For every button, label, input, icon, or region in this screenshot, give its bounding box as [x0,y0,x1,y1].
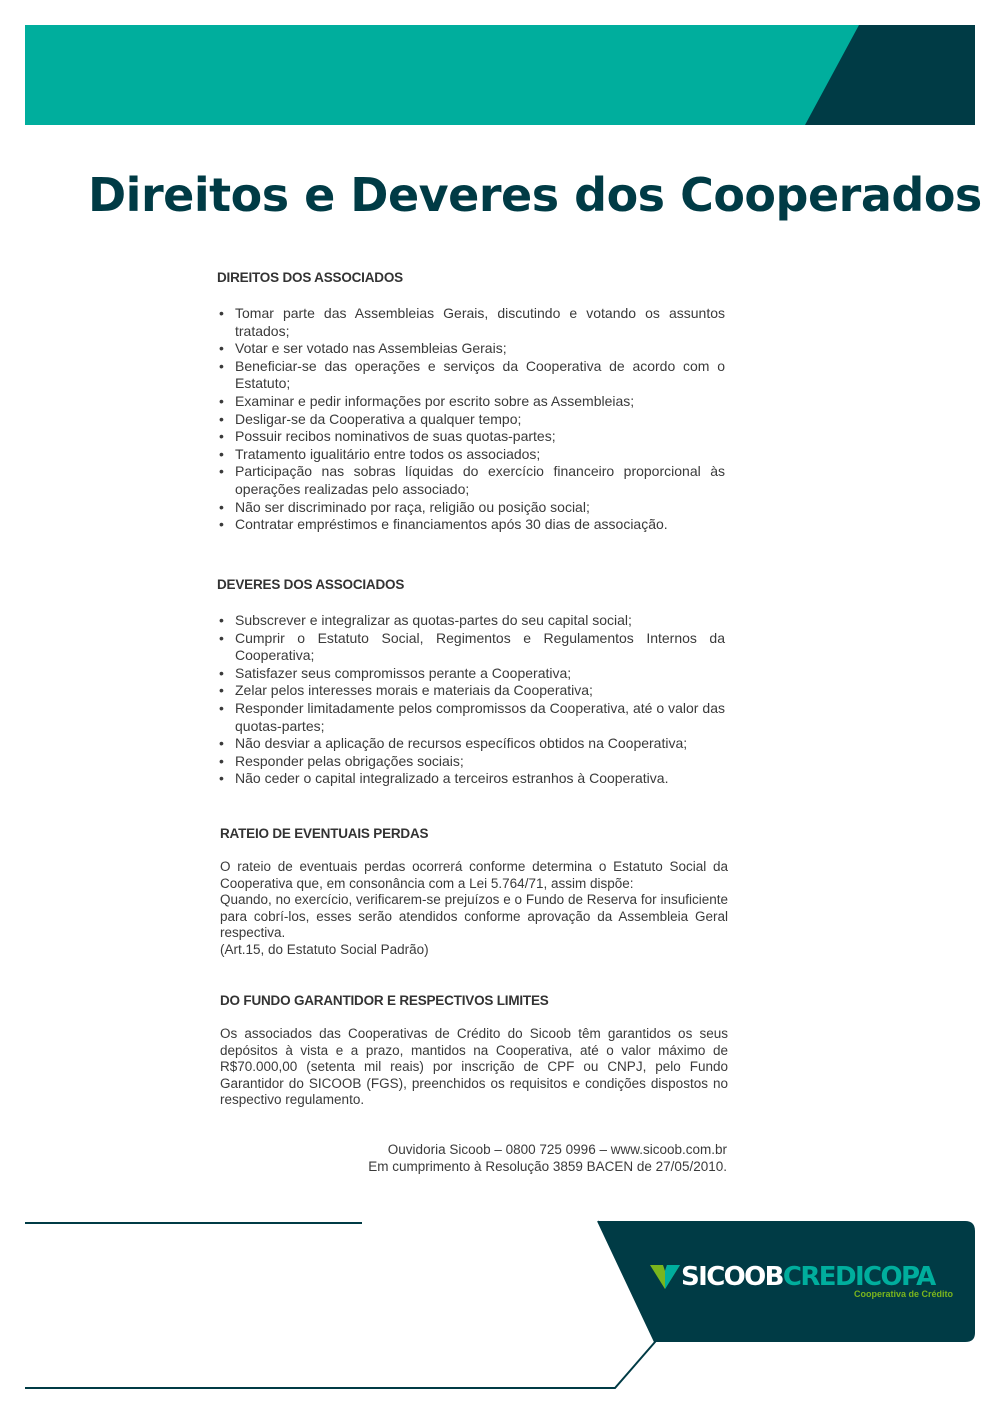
list-item: • Subscrever e integralizar as quotas-partes do seu capital social; [217,612,725,630]
fundo-section [220,993,728,1109]
rateio-reference: (Art.15, do Estatuto Social Padrão) [220,941,429,957]
list-item: • Contratar empréstimos e financiamentos após 30 dias de associação. [217,516,725,534]
rateio-heading: RATEIO DE EVENTUAIS PERDAS [220,826,429,841]
footer-note [300,1141,727,1175]
list-item: • Desligar-se da Cooperativa a qualquer tempo; [217,411,725,429]
deveres-list [217,612,725,788]
list-item: • Participação nas sobras líquidas do exercício financeiro proporcional às operações realizadas pelo associado; [217,463,725,498]
rateio-section [220,826,728,959]
resolucao-line: Em cumprimento à Resolução 3859 BACEN de 27/05/2010. [368,1159,727,1174]
list-item: • Tomar parte das Assembleias Gerais, discutindo e votando os assuntos tratados; [217,305,725,340]
list-item: • Responder limitadamente pelos compromissos da Cooperativa, até o valor das quotas-partes; [217,700,725,735]
fundo-paragraph: Os associados das Cooperativas de Crédito do Sicoob têm garantidos os seus depósitos à vista e a prazo, mantidos na Cooperativa, até o valor máximo de R$70.000,00 (setenta mil reais) por inscrição de CPF ou CNPJ, pelo Fundo Garantidor do SICOOB (FGS), preenchidos os requisitos e condições dispostos no respectivo regulamento. [220,1026,728,1108]
list-item: • Satisfazer seus compromissos perante a Cooperativa; [217,665,725,683]
sicoob-credicopa-logo [650,1262,960,1302]
list-item: • Beneficiar-se das operações e serviços da Cooperativa de acordo com o Estatuto; [217,358,725,393]
logo-word-credicopa: CREDICOPA [782,1262,935,1292]
fundo-heading: DO FUNDO GARANTIDOR E RESPECTIVOS LIMITES [220,993,549,1008]
list-item: • Responder pelas obrigações sociais; [217,753,725,771]
list-item: • Não desviar a aplicação de recursos específicos obtidos na Cooperativa; [217,735,725,753]
sicoob-logo-icon [650,1265,680,1289]
deveres-section [217,577,725,788]
page-title: Direitos e Deveres dos Cooperados [88,168,982,222]
rateio-paragraph-2: Quando, no exercício, verificarem-se prejuízos e o Fundo de Reserva for insuficiente para cobrí-los, esses serão atendidos conforme aprovação da Assembleia Geral respectiva. [220,892,728,941]
footer-shape [0,1215,1000,1413]
deveres-heading: DEVERES DOS ASSOCIADOS [217,577,405,592]
logo-word-sicoob: SICOOB [681,1262,783,1292]
direitos-list [217,305,725,534]
rateio-paragraph-1: O rateio de eventuais perdas ocorrerá conforme determina o Estatuto Social da Cooperativa que, em consonância com a Lei 5.764/71, assim dispõe: [220,859,728,891]
logo-wordmark [681,1262,935,1292]
list-item: • Zelar pelos interesses morais e materiais da Cooperativa; [217,682,725,700]
list-item: • Não ser discriminado por raça, religião ou posição social; [217,499,725,517]
list-item: • Votar e ser votado nas Assembleias Gerais; [217,340,725,358]
ouvidoria-line: Ouvidoria Sicoob – 0800 725 0996 – www.sicoob.com.br [387,1142,727,1157]
list-item: • Examinar e pedir informações por escrito sobre as Assembleias; [217,393,725,411]
header-band [25,25,975,125]
list-item: • Tratamento igualitário entre todos os associados; [217,446,725,464]
list-item: • Não ceder o capital integralizado a terceiros estranhos à Cooperativa. [217,770,725,788]
list-item: • Possuir recibos nominativos de suas quotas-partes; [217,428,725,446]
list-item: • Cumprir o Estatuto Social, Regimentos e Regulamentos Internos da Cooperativa; [217,630,725,665]
direitos-section [217,270,725,534]
logo-subtitle: Cooperativa de Crédito [853,1289,953,1299]
direitos-heading: DIREITOS DOS ASSOCIADOS [217,270,403,285]
